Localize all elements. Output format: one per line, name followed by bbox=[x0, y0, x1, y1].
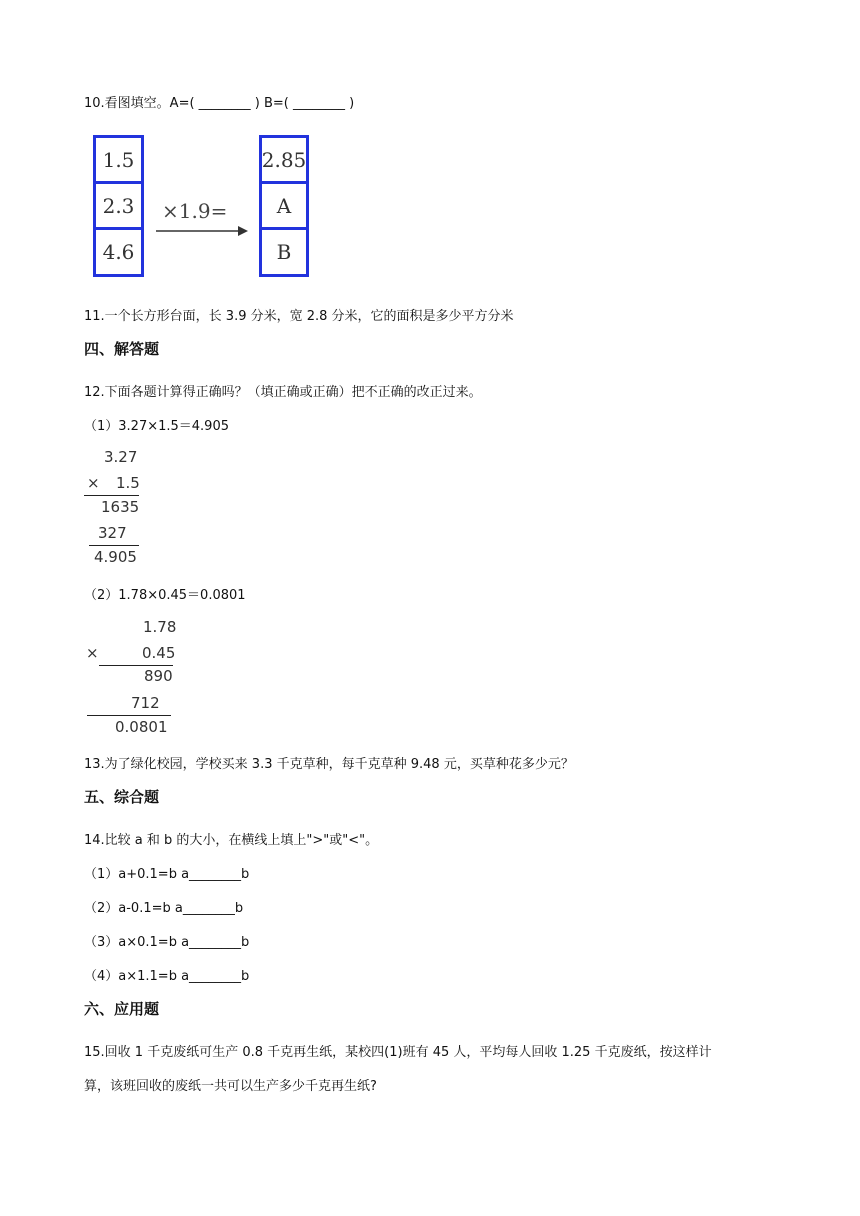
question-14-item-1: （1）a+0.1=b a________b bbox=[84, 867, 250, 882]
calc1-rule-1 bbox=[84, 495, 139, 496]
left-box-1: 1.5 bbox=[93, 135, 144, 184]
question-12-part2-label: （2）1.78×0.45＝0.0801 bbox=[84, 588, 246, 603]
question-11-text: 11.一个长方形台面，长 3.9 分米，宽 2.8 分米，它的面积是多少平方分米 bbox=[84, 309, 514, 324]
arrow-right-icon bbox=[154, 224, 250, 238]
question-14-item-4: （4）a×1.1=b a________b bbox=[84, 969, 250, 984]
right-box-a: A bbox=[259, 181, 309, 230]
right-box-b: B bbox=[259, 227, 309, 277]
question-15-line-1: 15.回收 1 千克废纸可生产 0.8 千克再生纸，某校四(1)班有 45 人，平均每人回收 1.25 千克废纸，按这样计 bbox=[84, 1045, 712, 1060]
question-12-part1-label: （1）3.27×1.5＝4.905 bbox=[84, 419, 229, 434]
left-box-3: 4.6 bbox=[93, 227, 144, 277]
left-box-2: 2.3 bbox=[93, 181, 144, 230]
section-6-title: 六、应用题 bbox=[84, 1000, 160, 1018]
question-14-item-3: （3）a×0.1=b a________b bbox=[84, 935, 250, 950]
calc1-times-sign: × bbox=[87, 474, 100, 492]
calc2-partial-1: 890 bbox=[144, 667, 173, 685]
calc1-partial-2: 327 bbox=[98, 524, 127, 542]
calc2-rule-1 bbox=[99, 665, 173, 666]
calc1-result: 4.905 bbox=[94, 548, 137, 566]
calc1-multiplicand: 3.27 bbox=[104, 448, 138, 466]
right-box-1: 2.85 bbox=[259, 135, 309, 184]
calc2-rule-2 bbox=[87, 715, 171, 716]
question-14-text: 14.比较 a 和 b 的大小，在横线上填上">"或"<"。 bbox=[84, 833, 379, 848]
calc2-partial-2: 712 bbox=[131, 694, 160, 712]
question-14-item-2: （2）a-0.1=b a________b bbox=[84, 901, 244, 916]
calc1-rule-2 bbox=[89, 545, 139, 546]
calc1-partial-1: 1635 bbox=[101, 498, 140, 516]
question-13-text: 13.为了绿化校园，学校买来 3.3 千克草种，每千克草种 9.48 元，买草种花多少元？ bbox=[84, 757, 574, 772]
multiplier-label: ×1.9= bbox=[162, 199, 228, 223]
question-15-line-2: 算，该班回收的废纸一共可以生产多少千克再生纸? bbox=[84, 1079, 377, 1094]
calc1-multiplier: 1.5 bbox=[116, 474, 140, 492]
calc2-result: 0.0801 bbox=[115, 718, 168, 736]
calc2-times-sign: × bbox=[86, 644, 99, 662]
question-10-text: 10.看图填空。A=( ________ ) B=( ________ ) bbox=[84, 96, 355, 111]
section-4-title: 四、解答题 bbox=[84, 340, 160, 358]
calc2-multiplicand: 1.78 bbox=[143, 618, 177, 636]
section-5-title: 五、综合题 bbox=[84, 788, 160, 806]
calc2-multiplier: 0.45 bbox=[142, 644, 176, 662]
question-12-text: 12.下面各题计算得正确吗？（填正确或正确）把不正确的改正过来。 bbox=[84, 385, 482, 400]
